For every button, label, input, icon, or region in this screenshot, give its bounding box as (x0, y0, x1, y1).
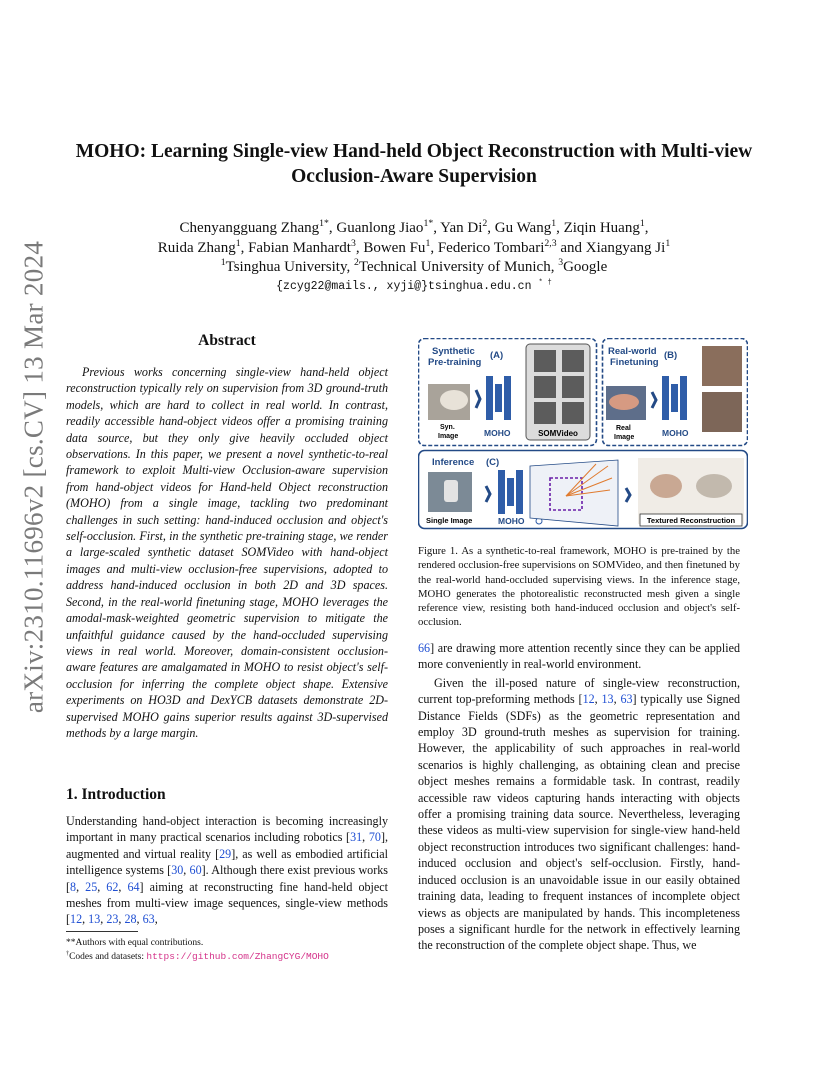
author-name: Chenyangguang Zhang$^{1*}$ (179, 218, 329, 236)
real-image-label-2: Image (614, 434, 635, 441)
abstract-text: Previous works concerning single-view hand-held object reconstruction typically rely on supervision from 3D ground-truth models, which are hard to collect in real world. In contrast, readily accessible hand-object videos offer a promising training data source, but they only give heavily occluded object observations. In this paper, we present a novel synthetic-to-real framework to exploit Multi-view Occlusion-aware supervision from hand-object videos for Hand-held Object reconstruction (MOHO) from a single image, tackling two predominant challenges in such setting: hand-induced occlusion and object's self-occlusion. First, in the synthetic pre-training stage, we render a large-scaled synthetic dataset SOMVideo with hand-object images and multi-view occlusion-free supervisions, adopted to address hand-induced occlusion in both 2D and 3D spaces. Second, in the real-world finetuning stage, MOHO leverages the amodal-mask-weighted geometric supervision to mitigate the unfaithful guidance caused by the hand-occluded supervising views in real world. Moreover, domain-consistent occlusion-aware features are amalgamated in MOHO to resist object's self-occlusion for inferring the complete object shape. Extensive experiments on HO3D and DexYCB datasets demonstrate 2D-supervised MOHO gains superior results against 3D-supervised methods by a large margin. (66, 365, 388, 740)
moho-label-c: MOHO (498, 516, 525, 526)
right-column-body (418, 640, 740, 954)
arrow-icon (486, 486, 490, 502)
author-list: Chenyangguang Zhang$^{1*}$, Guanlong Jiao$^{1*}$, Yan Di$^2$, Gu Wang$^1$, Ziqin Huang$^1$, Ruida Zhang$^1$, Fabian Manhardt$^3$, Bowen Fu$^1$, Federico Tombari$^{2,3}$ and Xiangyang Ji$^1$ (157, 218, 671, 256)
arrow-icon (476, 390, 480, 408)
encoder-block (516, 470, 523, 514)
figure-caption: Figure 1. As a synthetic-to-real framework, MOHO is pre-trained by the rendered occlusion-free supervisions on SOMVideo, and then finetuned by the real-world hand-occluded supervising views. In the inference stage, MOHO generates the photorealistic reconstructed mesh given a single reference view, resisting both hand-induced occlusion and object's self-occlusion. (418, 545, 740, 629)
reconstruction-mesh-b (696, 474, 732, 498)
citation-link[interactable]: 29 (219, 846, 232, 861)
encoder-block (680, 376, 687, 420)
citation-link[interactable]: 30 (171, 863, 184, 878)
encoder-block (486, 376, 493, 420)
real-view-top (702, 346, 742, 386)
encoder-block (662, 376, 669, 420)
arrow-icon (652, 392, 656, 408)
panel-a-tag: (A) (490, 350, 504, 361)
citation-link[interactable]: 62 (106, 879, 119, 894)
panel-c-tag: (C) (486, 457, 500, 468)
paper-title: MOHO: Learning Single-view Hand-held Object Reconstruction with Multi-view Occlusion-Aware Supervision (75, 141, 753, 187)
encoder-block (504, 376, 511, 420)
author-name: Gu Wang$^1$ (494, 218, 557, 236)
citation-link[interactable]: 25 (85, 879, 98, 894)
panel-b-tag: (B) (664, 350, 678, 361)
panel-a-title: Synthetic (432, 346, 475, 357)
citation-link[interactable]: 64 (127, 879, 140, 894)
citation-link[interactable]: 13 (88, 912, 101, 927)
panel-b-title: Real-world (608, 346, 657, 357)
arxiv-identifier: arXiv:2310.11696v2 [cs.CV] 13 Mar 2024 (18, 240, 49, 714)
single-image-object (444, 480, 458, 502)
citation-link[interactable]: 66 (418, 641, 431, 655)
encoder-block (498, 470, 505, 514)
figure-1 (418, 338, 748, 530)
single-image-label: Single Image (426, 516, 473, 525)
citation-link[interactable]: 23 (106, 912, 119, 927)
real-image-label-1: Real (616, 425, 631, 432)
real-view-bottom (702, 392, 742, 432)
arrow-icon (626, 488, 630, 502)
affiliation: $^1$Tsinghua University (220, 257, 347, 275)
footnote-equal-contribution: **Authors with equal contributions. (66, 938, 204, 948)
introduction-text: Understanding hand-object interaction is becoming increasingly important in many practical scenarios including robotics [31, 70], augmented and virtual reality [29], as well as embodied artificial intelligence systems [30, 60]. Although there exist previous works [8, 25, 62, 64] aiming at reconstructing fine hand-held object meshes from multi-view image sequences, single-view methods [12, 13, 23, 28, 63, (66, 814, 389, 927)
author-name: Yan Di$^2$ (440, 218, 488, 236)
reconstruction-mesh-a (650, 474, 682, 498)
author-name: Ziqin Huang$^1$ (563, 218, 645, 236)
affiliation: $^2$Technical University of Munich (354, 257, 551, 275)
author-name: Ruida Zhang$^1$ (157, 238, 241, 256)
contact-email: {zcyg22@mails., xyji@}tsinghua.edu.cn * † (276, 279, 552, 293)
right-paragraph-1: 66] are drawing more attention recently since they can be applied more conveniently in real-world environment. (418, 641, 740, 672)
citation-link[interactable]: 28 (124, 912, 137, 927)
code-link[interactable]: https://github.com/ZhangCYG/MOHO (146, 951, 329, 962)
author-name: Fabian Manhardt$^3$ (248, 238, 356, 256)
footnotes (66, 937, 388, 964)
syn-image-label-2: Image (438, 433, 459, 440)
footnote-rule (66, 931, 138, 932)
introduction-heading: 1. Introduction (66, 786, 166, 803)
citation-link[interactable]: 63 (620, 692, 633, 707)
citation-link[interactable]: 12 (70, 912, 83, 927)
citation-link[interactable]: 63 (142, 912, 155, 927)
abstract-heading: Abstract (198, 332, 256, 349)
citation-link[interactable]: 31 (350, 830, 363, 845)
moho-label-a: MOHO (484, 428, 511, 438)
citation-link[interactable]: 60 (189, 863, 202, 878)
affiliations: $^1$Tsinghua University, $^2$Technical University of Munich, $^3$Google (220, 257, 608, 275)
syn-image-label-1: Syn. (440, 424, 455, 431)
encoder-block (507, 478, 514, 506)
synthetic-object-shape (440, 390, 468, 410)
real-hand-shape (609, 394, 639, 410)
citation-link[interactable]: 70 (368, 830, 381, 845)
right-paragraph-2: Given the ill-posed nature of single-view reconstruction, current top-preforming methods [12, 13, 63] typically use Signed Distance Fields (SDFs) as the geometric representation and employ 3D ground-truth meshes as supervision for training. However, the applicability of such approaches in real-world scenarios is highly challenging, as obtaining clean and precise object meshes remains a formidable task. In contrast, readily accessible raw videos capturing hands interacting with objects offer a promising training data source. Nevertheless, leveraging these videos as multi-view supervision for single-view hand-held object reconstruction introduces two significant challenges: hand-induced occlusion and object's self-occlusion. Firstly, hand-induced occlusion is an unavoidable issue in our easily obtained training data, leading to frequent instances of incomplete object views as objects are manipulated by hands. This incompleteness poses a significant hurdle for the network in effectively learning the reconstruction of the complete object shape. Thus, we (418, 675, 741, 953)
author-name: Xiangyang Ji$^1$ (585, 238, 671, 256)
encoder-block (495, 384, 502, 412)
author-name: Guanlong Jiao$^{1*}$ (336, 218, 434, 236)
footnote-code: †Codes and datasets: https://github.com/ZhangCYG/MOHO (66, 950, 329, 962)
panel-a-subtitle: Pre-training (428, 357, 482, 368)
panel-c-title: Inference (432, 457, 475, 468)
encoder-block (671, 384, 678, 412)
moho-label-b: MOHO (662, 428, 689, 438)
author-name: Federico Tombari$^{2,3}$ (437, 238, 557, 256)
author-name: Bowen Fu$^1$ (363, 238, 431, 256)
citation-link[interactable]: 12 (582, 692, 595, 707)
panel-b-subtitle: Finetuning (610, 357, 659, 368)
somvideo-label: SOMVideo (538, 429, 578, 438)
citation-link[interactable]: 13 (601, 692, 614, 707)
affiliation: $^3$Google (558, 257, 608, 275)
citation-link[interactable]: 8 (70, 879, 77, 894)
textured-reconstruction-label: Textured Reconstruction (646, 516, 736, 525)
